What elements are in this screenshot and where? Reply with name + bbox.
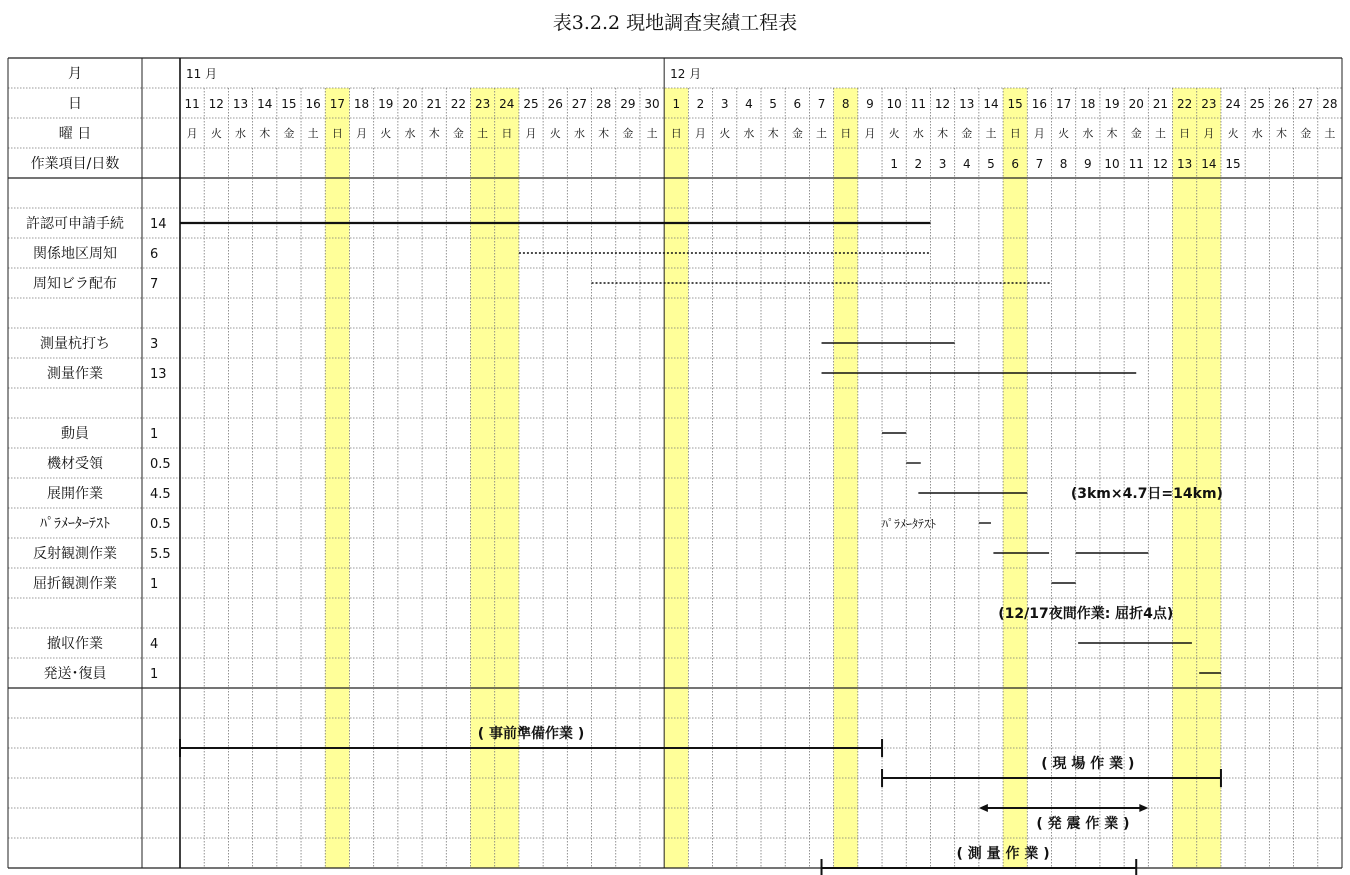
annotation: (12/17夜間作業: 屈折4点) <box>998 606 1174 622</box>
day-number: 27 <box>571 97 588 111</box>
day-number: 19 <box>1104 97 1120 111</box>
task-label: 機材受領 <box>47 456 103 472</box>
weekday: 土 <box>1154 127 1166 140</box>
annotation: ( 現 場 作 業 ) <box>1041 756 1135 772</box>
task-duration: 4 <box>150 637 159 652</box>
work-day-number: 5 <box>987 157 995 171</box>
day-number: 20 <box>402 97 418 111</box>
task-duration: 0.5 <box>150 517 171 532</box>
weekday: 土 <box>985 127 997 140</box>
day-number: 5 <box>769 97 777 111</box>
day-number: 3 <box>720 97 729 111</box>
highlight-column <box>664 88 688 868</box>
day-number: 13 <box>232 97 249 111</box>
task-label: 展開作業 <box>47 486 103 502</box>
annotation: ﾊﾟﾗﾒｰﾀﾃｽﾄ <box>882 517 937 531</box>
day-number: 12 <box>934 97 951 111</box>
work-day-number: 13 <box>1177 157 1193 171</box>
day-number: 26 <box>547 97 563 111</box>
day-number: 21 <box>1152 97 1169 111</box>
day-number: 29 <box>620 97 636 111</box>
day-number: 13 <box>959 97 975 111</box>
weekday: 木 <box>259 127 271 140</box>
day-number: 14 <box>257 97 273 111</box>
task-label: 撤収作業 <box>47 636 103 652</box>
weekday: 金 <box>1300 127 1312 140</box>
work-day-number: 10 <box>1104 157 1120 171</box>
work-day-number: 1 <box>890 157 898 171</box>
weekday: 金 <box>1130 127 1142 140</box>
weekday: 月 <box>356 127 368 140</box>
task-label: 屈折観測作業 <box>33 576 117 592</box>
weekday: 日 <box>1179 127 1191 140</box>
weekday: 土 <box>646 127 658 140</box>
day-number: 18 <box>1080 97 1096 111</box>
task-duration: 1 <box>150 577 159 592</box>
day-number: 19 <box>378 97 394 111</box>
annotation: ( 事前準備作業 ) <box>477 726 585 742</box>
annotation: ( 測 量 作 業 ) <box>956 846 1050 862</box>
month-label: 月 <box>68 66 82 82</box>
weekday: 火 <box>1227 127 1239 140</box>
work-day-number: 6 <box>1011 157 1020 171</box>
day-number: 9 <box>866 97 874 111</box>
weekday: 水 <box>743 127 755 140</box>
day-number: 16 <box>1031 97 1048 111</box>
task-duration: 14 <box>150 217 167 232</box>
weekday: 土 <box>816 127 828 140</box>
item-label: 作業項目/日数 <box>30 156 120 172</box>
weekday: 火 <box>549 127 561 140</box>
day-number: 6 <box>793 97 802 111</box>
day-number: 26 <box>1273 97 1290 111</box>
work-day-number: 8 <box>1059 157 1068 171</box>
highlight-column <box>1003 88 1027 868</box>
day-number: 11 <box>910 97 926 111</box>
task-label: 関係地区周知 <box>33 246 117 262</box>
day-number: 1 <box>672 97 681 111</box>
work-day-number: 7 <box>1035 157 1044 171</box>
day-number: 30 <box>644 97 660 111</box>
weekday: 火 <box>380 127 392 140</box>
day-number: 11 <box>184 97 200 111</box>
work-day-number: 2 <box>914 157 923 171</box>
day-number: 7 <box>817 97 826 111</box>
weekday: 日 <box>331 127 343 140</box>
weekday: 木 <box>1275 127 1287 140</box>
day-number: 10 <box>886 97 902 111</box>
page-title: 表3.2.2 現地調査実績工程表 <box>552 12 798 34</box>
task-label: 反射観測作業 <box>33 546 117 562</box>
day-number: 25 <box>1249 97 1265 111</box>
highlight-column <box>325 88 349 868</box>
task-label: 測量作業 <box>47 366 103 382</box>
task-label: 測量杭打ち <box>40 336 110 352</box>
work-day-number: 12 <box>1152 157 1169 171</box>
weekday: 火 <box>719 127 731 140</box>
weekday: 水 <box>912 127 924 140</box>
day-number: 12 <box>208 97 224 111</box>
task-duration: 6 <box>150 247 159 262</box>
weekday: 水 <box>1251 127 1263 140</box>
task-duration: 5.5 <box>150 547 171 562</box>
month-name: 12 月 <box>670 67 702 81</box>
weekday: 月 <box>864 127 876 140</box>
weekday: 金 <box>622 127 634 140</box>
day-label: 日 <box>68 96 82 112</box>
task-duration: 13 <box>150 367 167 382</box>
day-number: 24 <box>499 97 515 111</box>
day-number: 4 <box>745 97 753 111</box>
day-number: 27 <box>1298 97 1314 111</box>
task-duration: 1 <box>150 427 159 442</box>
weekday: 木 <box>598 127 610 140</box>
task-duration: 7 <box>150 277 159 292</box>
day-number: 21 <box>426 97 442 111</box>
phase-arrow-head <box>979 804 988 812</box>
weekday: 月 <box>1033 127 1045 140</box>
weekday-label: 曜 日 <box>58 126 92 142</box>
day-number: 28 <box>596 97 612 111</box>
weekday: 火 <box>888 127 900 140</box>
weekday: 日 <box>840 127 852 140</box>
day-number: 15 <box>1007 97 1023 111</box>
weekday: 日 <box>501 127 513 140</box>
day-number: 23 <box>474 97 491 111</box>
day-number: 23 <box>1201 97 1217 111</box>
weekday: 月 <box>694 127 706 140</box>
weekday: 金 <box>283 127 295 140</box>
day-number: 16 <box>305 97 321 111</box>
day-number: 22 <box>450 97 467 111</box>
day-number: 2 <box>696 97 705 111</box>
task-label: 許認可申請手続 <box>26 216 124 232</box>
annotation: (3km×4.7日=14km) <box>1070 486 1223 502</box>
task-duration: 1 <box>150 667 159 682</box>
weekday: 金 <box>961 127 973 140</box>
weekday: 土 <box>307 127 319 140</box>
day-number: 14 <box>983 97 999 111</box>
day-number: 18 <box>353 97 370 111</box>
weekday: 金 <box>452 127 464 140</box>
phase-arrow-head <box>1139 804 1148 812</box>
weekday: 水 <box>573 127 585 140</box>
task-duration: 0.5 <box>150 457 171 472</box>
weekday: 水 <box>1082 127 1094 140</box>
work-day-number: 15 <box>1225 157 1241 171</box>
work-day-number: 9 <box>1083 157 1092 171</box>
weekday: 水 <box>404 127 416 140</box>
weekday: 木 <box>767 127 779 140</box>
day-number: 25 <box>523 97 539 111</box>
day-number: 17 <box>1055 97 1072 111</box>
day-number: 8 <box>841 97 850 111</box>
weekday: 金 <box>791 127 803 140</box>
weekday: 火 <box>1058 127 1070 140</box>
day-number: 17 <box>329 97 345 111</box>
day-number: 22 <box>1177 97 1193 111</box>
weekday: 日 <box>1009 127 1021 140</box>
work-day-number: 3 <box>938 157 947 171</box>
task-label: 動員 <box>61 426 89 442</box>
weekday: 土 <box>477 127 489 140</box>
weekday: 月 <box>1203 127 1215 140</box>
work-day-number: 14 <box>1201 157 1217 171</box>
month-name: 11 月 <box>186 67 218 81</box>
task-label: ﾊﾟﾗﾒｰﾀｰﾃｽﾄ <box>40 516 110 532</box>
weekday: 木 <box>428 127 440 140</box>
annotation: ( 発 震 作 業 ) <box>1036 816 1130 832</box>
task-duration: 4.5 <box>150 487 171 502</box>
weekday: 火 <box>210 127 222 140</box>
day-number: 15 <box>281 97 297 111</box>
weekday: 月 <box>525 127 537 140</box>
task-label: 発送･復員 <box>43 666 107 682</box>
weekday: 土 <box>1324 127 1336 140</box>
task-duration: 3 <box>150 337 159 352</box>
weekday: 日 <box>670 127 682 140</box>
task-label: 周知ビラ配布 <box>33 276 117 292</box>
day-number: 20 <box>1128 97 1144 111</box>
day-number: 28 <box>1322 97 1338 111</box>
weekday: 月 <box>186 127 198 140</box>
work-day-number: 4 <box>962 157 971 171</box>
day-number: 24 <box>1225 97 1241 111</box>
work-day-number: 11 <box>1128 157 1144 171</box>
weekday: 木 <box>937 127 949 140</box>
weekday: 木 <box>1106 127 1118 140</box>
weekday: 水 <box>235 127 247 140</box>
